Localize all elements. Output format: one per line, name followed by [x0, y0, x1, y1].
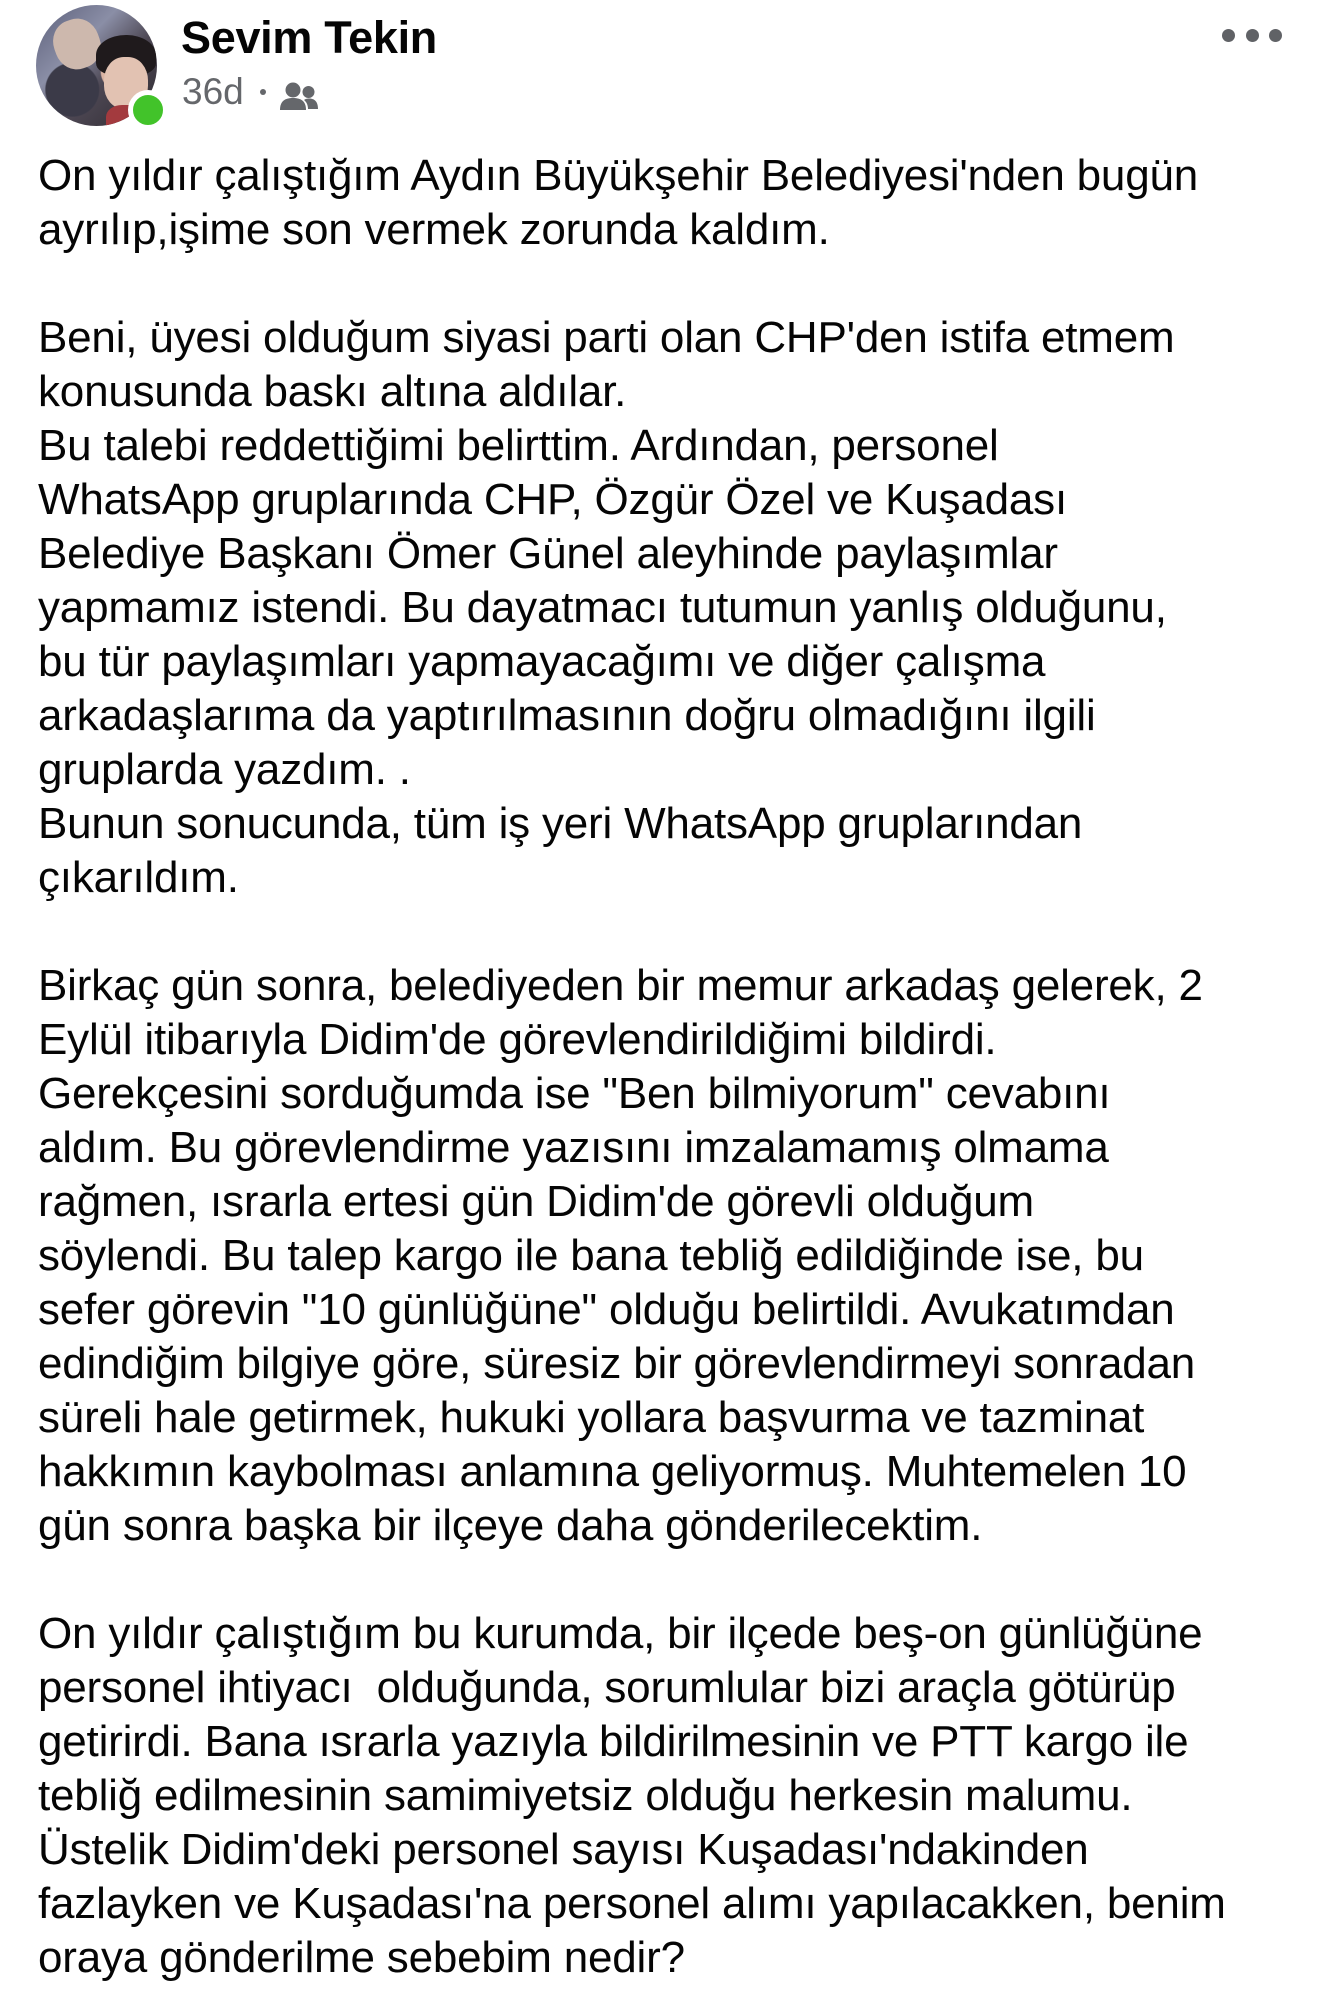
text-line: rağmen, ısrarla ertesi gün Didim'de görevli olduğum — [38, 1177, 1034, 1226]
text-line: edindiğim bilgiye göre, süresiz bir görevlendirmeyi sonradan — [38, 1339, 1196, 1388]
text-line: getirirdi. Bana ısrarla yazıyla bildirilmesinin ve PTT kargo ile — [38, 1717, 1189, 1766]
text-line: Bu talebi reddettiğimi belirttim. Ardından, personel — [38, 421, 999, 470]
text-line: sefer görevin "10 günlüğüne" olduğu belirtildi. Avukatımdan — [38, 1285, 1175, 1334]
more-horizontal-icon — [1269, 29, 1282, 42]
text-line: arkadaşlarıma da yaptırılmasının doğru olmadığını ilgili — [38, 691, 1096, 740]
text-line: süreli hale getirmek, hukuki yollara başvurma ve tazminat — [38, 1393, 1145, 1442]
text-line: oraya gönderilme sebebim nedir? — [38, 1933, 685, 1982]
post-header — [0, 0, 1320, 130]
paragraph — [38, 959, 1308, 1553]
text-line: On yıldır çalıştığım Aydın Büyükşehir Belediyesi'nden bugün — [38, 151, 1199, 200]
friends-icon[interactable] — [280, 77, 318, 107]
text-line: gruplarda yazdım. . — [38, 745, 411, 794]
author-avatar[interactable] — [36, 5, 157, 126]
more-horizontal-icon — [1222, 29, 1235, 42]
text-line: Birkaç gün sonra, belediyeden bir memur arkadaş gelerek, 2 — [38, 961, 1203, 1010]
text-line: fazlayken ve Kuşadası'na personel alımı yapılacakken, benim — [38, 1879, 1226, 1928]
text-line: Belediye Başkanı Ömer Günel aleyhinde paylaşımlar — [38, 529, 1058, 578]
text-line: konusunda baskı altına aldılar. — [38, 367, 627, 416]
post-meta — [182, 70, 318, 114]
text-line: On yıldır çalıştığım bu kurumda, bir ilçede beş-on günlüğüne — [38, 1609, 1203, 1658]
post-timestamp[interactable]: 36d — [182, 71, 244, 112]
paragraph-gap — [38, 905, 1308, 959]
text-line: Gerekçesini sorduğumda ise "Ben bilmiyorum" cevabını — [38, 1069, 1111, 1118]
paragraph — [38, 149, 1308, 257]
text-line: yapmamız istendi. Bu dayatmacı tutumun yanlış olduğunu, — [38, 583, 1167, 632]
text-line: gün sonra başka bir ilçeye daha gönderilecektim. — [38, 1501, 983, 1550]
online-status-icon — [128, 90, 168, 130]
paragraph-gap — [38, 257, 1308, 311]
text-line: bu tür paylaşımları yapmayacağımı ve diğer çalışma — [38, 637, 1046, 686]
post-text — [38, 149, 1308, 1985]
text-line: hakkımın kaybolması anlamına geliyormuş. Muhtemelen 10 — [38, 1447, 1187, 1496]
text-line: Eylül itibarıyla Didim'de görevlendirildiğimi bildirdi. — [38, 1015, 997, 1064]
text-line: Bunun sonucunda, tüm iş yeri WhatsApp gruplarından — [38, 799, 1083, 848]
text-line: Üstelik Didim'deki personel sayısı Kuşadası'ndakinden — [38, 1825, 1089, 1874]
author-name[interactable]: Sevim Tekin — [181, 12, 437, 63]
paragraph-gap — [38, 1553, 1308, 1607]
text-line: aldım. Bu görevlendirme yazısını imzalamamış olmama — [38, 1123, 1109, 1172]
paragraph — [38, 1607, 1308, 1985]
text-line: ayrılıp,işime son vermek zorunda kaldım. — [38, 205, 830, 254]
paragraph — [38, 311, 1308, 905]
text-line: çıkarıldım. — [38, 853, 239, 902]
more-options-button[interactable] — [1222, 20, 1282, 50]
separator-dot — [260, 89, 266, 95]
text-line: WhatsApp gruplarında CHP, Özgür Özel ve Kuşadası — [38, 475, 1067, 524]
more-horizontal-icon — [1246, 29, 1259, 42]
text-line: personel ihtiyacı olduğunda, sorumlular bizi araçla götürüp — [38, 1663, 1176, 1712]
text-line: tebliğ edilmesinin samimiyetsiz olduğu herkesin malumu. — [38, 1771, 1133, 1820]
text-line: Beni, üyesi olduğum siyasi parti olan CHP'den istifa etmem — [38, 313, 1175, 362]
text-line: söylendi. Bu talep kargo ile bana tebliğ edildiğinde ise, bu — [38, 1231, 1144, 1280]
